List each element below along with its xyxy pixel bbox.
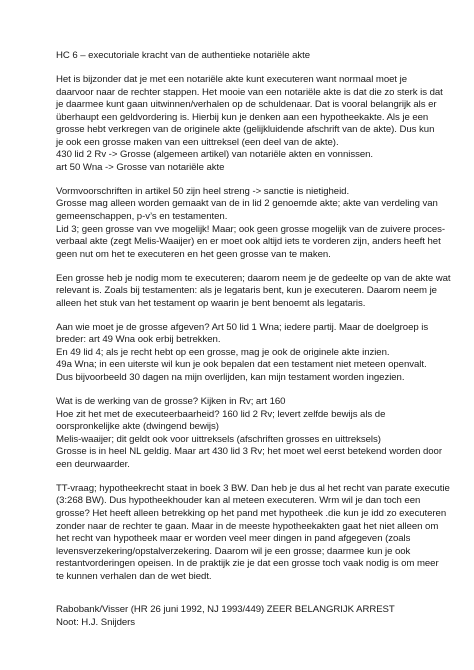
document-title: HC 6 – executoriale kracht van de authentieke notariële akte bbox=[56, 50, 311, 61]
text-line: grosse? Het heeft alleen betrekking op het pand met hypotheek .die kun je idd zo executeren bbox=[56, 507, 447, 519]
paragraph-afgeven bbox=[56, 322, 456, 385]
text-line: verbaal akte (zegt Melis-Waaijer) en er moet ook altijd iets te vorderen zijn, anders heeft het bbox=[56, 236, 441, 248]
text-line: Lid 3; geen grosse van vve mogelijk! Maar; ook geen grosse mogelijk van de zuivere proces- bbox=[56, 223, 446, 235]
text-line: je ook een grosse maken van een uittreksel (een deel van de akte). bbox=[56, 136, 339, 148]
text-line: (3:268 BW). Dus hypotheekhouder kan al meteen executeren. Wrm wil je dan toch een bbox=[56, 495, 421, 507]
paragraph-intro bbox=[56, 74, 456, 174]
text-line: zonder naar de rechter te gaan. Maar in de meeste hypotheekakten gaat het niet alleen om bbox=[56, 520, 439, 532]
case-citation: Rabobank/Visser (HR 26 juni 1992, NJ 1993/449) ZEER BELANGRIJK ARREST bbox=[56, 604, 395, 616]
text-line: Een grosse heb je nodig mom te executeren; daarom neem je de gedeelte op van de akte wat bbox=[56, 272, 451, 284]
text-line: Vormvoorschriften in artikel 50 zijn heel streng -> sanctie is nietigheid. bbox=[56, 185, 350, 197]
text-line: gemeenschappen, p-v’s en testamenten. bbox=[56, 211, 228, 223]
text-line: En 49 lid 4; als je recht hebt op een grosse, mag je ook de originele akte inzien. bbox=[56, 346, 390, 358]
text-line: alleen het stuk van het testament op waarin je bent benoemt als legataris. bbox=[56, 297, 366, 309]
text-line: Aan wie moet je de grosse afgeven? Art 50 lid 1 Wna; iedere partij. Maar de doelgroep is bbox=[56, 321, 429, 333]
paragraph-tt-vraag bbox=[56, 483, 456, 583]
text-line: Hoe zit het met de executeerbaarheid? 160 lid 2 Rv; levert zelfde bewijs als de bbox=[56, 408, 386, 420]
text-line: art 50 Wna -> Grosse van notariële akte bbox=[56, 161, 225, 173]
text-line: je daarmee kunt gaan uitwinnen/verhalen op de schuldenaar. Dat is vooral belangrijk als er bbox=[56, 99, 437, 111]
case-note: Noot: H.J. Snijders bbox=[56, 616, 136, 628]
paragraph-werking bbox=[56, 396, 456, 471]
text-line: relevant is. Zoals bij testamenten: als je legataris bent, kun je executeren. Daarom neem je bbox=[56, 285, 437, 297]
text-line: Dus bijvoorbeeld 30 dagen na mijn overlijden, kan mijn testament worden ingezien. bbox=[56, 372, 405, 384]
text-line: Het is bijzonder dat je met een notariële akte kunt executeren want normaal moet je bbox=[56, 74, 408, 86]
text-line: een deurwaarder. bbox=[56, 458, 130, 470]
text-line: levensverzekering/opstalverzekering. Daarom wil je een grosse; daarmee kun je ook bbox=[56, 545, 411, 557]
text-line: restantvorderingen opeisen. In de praktijk zie je dat een grosse toch vaak nodig is om meer bbox=[56, 558, 439, 570]
text-line: TT-vraag; hypotheekrecht staat in boek 3 BW. Dan heb je dus al het recht van parate executie bbox=[56, 482, 450, 494]
text-line: überhaupt een geldvordering is. Hierbij kun je denken aan een hypotheekakte. Als je een bbox=[56, 111, 429, 123]
case-reference bbox=[56, 604, 456, 629]
paragraph-executeren bbox=[56, 273, 456, 311]
text-line: Grosse is in heel NL geldig. Maar art 430 lid 3 Rv; het moet wel eerst betekend worden door bbox=[56, 446, 442, 458]
text-line: Melis-waaijer; dit geldt ook voor uittreksels (afschriften grosses en uittreksels) bbox=[56, 433, 381, 445]
paragraph-vormvoorschriften bbox=[56, 186, 456, 261]
text-line: daarvoor naar de rechter stappen. Het mooie van een notariële akte is dat die zo sterk is dat bbox=[56, 86, 443, 98]
text-line: Wat is de werking van de grosse? Kijken in Rv; art 160 bbox=[56, 396, 286, 408]
text-line: het recht van hypotheek maar er worden veel meer dingen in pand afgegeven (zoals bbox=[56, 533, 411, 545]
text-line: 49a Wna; in een uiterste wil kun je ook bepalen dat een testament niet meteen openvalt. bbox=[56, 359, 427, 371]
text-line: grosse hebt verkregen van de originele akte (gelijkluidende afschrift van de akte). Dus kun bbox=[56, 124, 435, 136]
text-line: te kunnen verhalen dan de wet biedt. bbox=[56, 570, 212, 582]
text-line: oorspronkelijke akte (dwingend bewijs) bbox=[56, 421, 219, 433]
document-page bbox=[56, 50, 456, 629]
text-line: Grosse mag alleen worden gemaakt van de in lid 2 genoemde akte; akte van verdeling van bbox=[56, 198, 438, 210]
text-line: breder: art 49 Wna ook erbij betrekken. bbox=[56, 334, 221, 346]
text-line: 430 lid 2 Rv -> Grosse (algemeen artikel) van notariële akten en vonnissen. bbox=[56, 149, 374, 161]
text-line: geen nut om het te executeren en het geen grosse van te maken. bbox=[56, 248, 331, 260]
